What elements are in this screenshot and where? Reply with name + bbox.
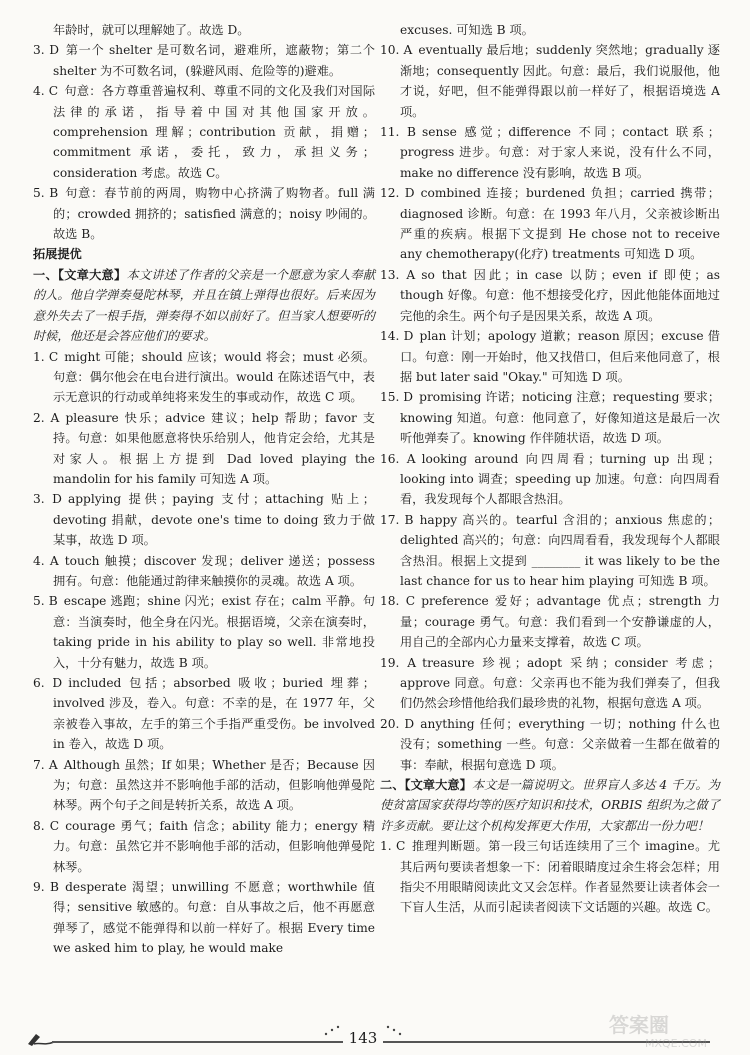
answer-explanation: escape 逃跑；shine 闪光；exist 存在；calm 平静。句意：当演奏时，他全身在闪光。根据语境，父亲在演奏时，taking pride in his ability to play so well. 非常地投入，十分有魅力，故选 B 项。	[53, 594, 375, 670]
answer-number: 10. A	[380, 43, 413, 58]
svg-text:答案圈: 答案圈	[609, 1013, 669, 1037]
answer-item	[33, 673, 375, 755]
answer-number: 4. C	[33, 84, 59, 99]
answer-explanation: pleasure 快乐；advice 建议；help 帮助；favor 支持。句意：如果他愿意将快乐给别人，他肯定会给，尤其是对家人。根据上方提到 Dad loved playing the mandolin for his family 可知选 A 项。	[53, 410, 375, 486]
answer-item	[380, 510, 720, 592]
answer-explanation: 句意：各方尊重普遍权利、尊重不同的文化及我们对国际法律的承诺，指导着中国对其他国家开放。comprehension 理解；contribution 贡献，捐赠；commitment 承诺，委托，致力，承担义务；consideration 考虑。故选 C。	[53, 84, 376, 180]
answer-item	[380, 449, 720, 510]
ornament-dots-icon	[382, 1024, 404, 1036]
answer-item	[33, 40, 375, 81]
answer-number: 4. A	[33, 553, 59, 568]
answer-number: 7. A	[33, 757, 58, 772]
answer-explanation: 第一个 shelter 是可数名词，避难所，遮蔽物；第二个 shelter 为不可数名词，(躲避风雨、危险等的)避难。	[53, 43, 375, 78]
svg-text:MXQE.COM: MXQE.COM	[645, 1037, 707, 1050]
section-label: 一、【文章大意】	[33, 267, 127, 282]
answer-number: 1. C	[33, 349, 59, 364]
answer-explanation: treasure 珍视；adopt 采纳；consider 考虑；approve 同意。句意：父亲再也不能为我们弹奏了，但我们仍然会珍惜他给我们最珍贵的礼物，根据句意选 A 项。	[400, 655, 721, 711]
watermark-logo	[605, 1010, 735, 1050]
page-number: 143	[343, 1028, 383, 1048]
answer-explanation: 句意：春节前的两周，购物中心挤满了购物者。full 满的；crowded 拥挤的；satisfied 满意的；noisy 吵闹的。故选 B。	[53, 186, 375, 242]
answer-number: 6. D	[33, 676, 63, 690]
answer-number: 19. A	[380, 655, 417, 670]
answer-number: 1. C	[380, 839, 406, 854]
answer-list	[380, 40, 720, 775]
answer-number: 20. D	[380, 716, 415, 731]
section-summary	[380, 775, 720, 836]
answer-item	[33, 408, 375, 490]
answer-explanation: so that 因此；in case 以防；even if 即使；as though 好像。句意：他不想接受化疗，因此他能体面地过完他的余生。两个句子是因果关系，故选 A 项。	[400, 267, 720, 323]
answer-explanation: touch 触摸；discover 发现；deliver 递送；possess 拥有。句意：他能通过韵律来触摸你的灵魂。故选 A 项。	[53, 553, 376, 588]
section-summary	[33, 265, 375, 347]
answer-item	[33, 551, 375, 592]
answer-item	[380, 40, 720, 122]
answer-item	[33, 755, 375, 816]
answer-item	[33, 591, 375, 673]
answer-item	[33, 183, 375, 244]
answer-explanation: anything 任何；everything 一切；nothing 什么也没有；something 一些。句意：父亲做着一生都在做着的事：奉献，根据句意选 D 项。	[400, 716, 721, 772]
answer-item	[380, 836, 720, 918]
answer-number: 17. B	[380, 512, 414, 527]
answer-number: 2. A	[33, 410, 60, 425]
answer-explanation: happy 高兴的。tearful 含泪的；anxious 焦虑的；delighted 高兴的；句意：向四周看看，我发现每个人都眼含热泪。根据上文提到 ________ it was likely to be the last chance for us to hear him playing 可知选 B 项。	[400, 512, 721, 588]
answer-explanation: desperate 渴望；unwilling 不愿意；worthwhile 值得；sensitive 敏感的。句意：自从事故之后，他不再愿意弹琴了，感觉不能弹得和以前一样好了。根据 Every time we asked him to play, he would make	[53, 880, 375, 956]
answer-number: 18. C	[380, 594, 416, 609]
answer-explanation: plan 计划；apology 道歉；reason 原因；excuse 借口。句意：刚一开始时，他又找借口，但后来他同意了，根据 but later said "Okay." 可知选 D 项。	[400, 329, 720, 384]
answer-number: 16. A	[380, 451, 416, 466]
answer-item	[380, 387, 720, 448]
answer-number: 5. B	[33, 186, 59, 201]
answer-number: 15. D	[380, 390, 414, 405]
answer-explanation: applying 提供；paying 支付；attaching 贴上；devoting 捐献，devote one's time to doing 致力于做某事，故选 D 项。	[53, 492, 375, 548]
answer-explanation: might 可能；should 应该；would 将会；must 必须。句意：偶尔他会在电台进行演出。would 在陈述语气中，表示无意识的行动或单纯将来发生的事或动作，故选 C 项。	[53, 349, 375, 405]
answer-item	[33, 877, 375, 959]
right-column	[380, 20, 720, 918]
section-label: 二、【文章大意】	[380, 778, 472, 793]
answer-number: 3. D	[33, 492, 62, 507]
answer-explanation: combined 连接；burdened 负担；carried 携带；diagnosed 诊断。句意：在 1993 年八月，父亲被诊断出严重的疾病。根据下文提到 He chose not to receive any chemotherapy(化疗) treatments 可知选 D 项。	[400, 186, 720, 262]
answer-explanation: looking around 向四周看；turning up 出现；looking into 调查；speeding up 加速。句意：向四周看看，我发现每个人都眼含热泪。	[400, 451, 720, 507]
continued-text: 年龄时，就可以理解她了。故选 D。	[53, 23, 250, 37]
answer-item	[380, 653, 720, 714]
answer-item	[33, 81, 375, 183]
answer-item	[33, 347, 375, 408]
answer-item	[380, 326, 720, 387]
section-title: 拓展提优	[33, 247, 82, 262]
answer-item	[33, 489, 375, 550]
answer-number: 5. B	[33, 594, 58, 609]
pen-icon	[26, 1028, 56, 1048]
answer-list	[33, 40, 375, 244]
answer-number: 13. A	[380, 267, 416, 282]
answer-number: 8. C	[33, 818, 60, 833]
ornament-dots-icon	[322, 1024, 344, 1036]
answer-explanation: included 包括；absorbed 吸收；buried 埋葬；involved 涉及，卷入。句意：不幸的是，在 1977 年，父亲被卷入事故，左手的第三个手指严重受伤。be involved in 卷入，故选 D 项。	[53, 676, 375, 752]
answer-explanation: Although 虽然；If 如果；Whether 是否；Because 因为；句意：虽然这并不影响他手部的活动，但影响他弹曼陀林琴。两个句子之间是转折关系，故选 A 项。	[53, 757, 375, 813]
answer-list	[33, 347, 375, 959]
answer-number: 9. B	[33, 880, 59, 895]
answer-item	[380, 265, 720, 326]
answer-item	[380, 183, 720, 265]
answer-item	[380, 122, 720, 183]
answer-explanation: eventually 最后地；suddenly 突然地；gradually 逐渐地；consequently 因此。句意：最后，我们说服他，他才说，好吧，但不能弹得跟以前一样好了，根据语境选 A 项。	[400, 43, 720, 119]
answer-explanation: preference 爱好；advantage 优点；strength 力量；courage 勇气。句意：我们看到一个安静谦虚的人，用自己的全部内心力量来支撑着，故选 C 项。	[400, 594, 720, 650]
summary-text: 本文讲述了作者的父亲是一个愿意为家人奉献的人。他自学弹奏曼陀林琴，并且在镇上弹得也很好。后来因为意外失去了一根手指，弹奏得不如以前好了。但当家人想要听的时候，他还是会答应他们的要求。	[33, 267, 376, 344]
left-column	[33, 20, 375, 959]
answer-item	[380, 591, 720, 652]
continued-text: excuses. 可知选 B 项。	[400, 23, 534, 37]
answer-number: 11. B	[380, 125, 416, 140]
answer-explanation: promising 许诺；noticing 注意；requesting 要求；knowing 知道。句意：他同意了，好像知道这是最后一次听他弹奏了。knowing 作伴随状语，故选 D 项。	[400, 390, 721, 446]
answer-explanation: sense 感觉；difference 不同；contact 联系；progress 进步。句意：对于家人来说，没有什么不同，make no difference 没有影响，故选 B 项。	[400, 125, 720, 180]
answer-item	[33, 816, 375, 877]
answer-list	[380, 836, 720, 918]
answer-explanation: courage 勇气；faith 信念；ability 能力；energy 精力。句意：虽然它并不影响他手部的活动，但影响他弹曼陀林琴。	[53, 818, 376, 874]
answer-number: 12. D	[380, 186, 415, 201]
summary-text: 本文是一篇说明文。世界盲人多达 4 千万。为使贫富国家获得均等的医疗知识和技术，ORBIS 组织为之做了许多贡献。要让这个机构发挥更大作用，大家都出一份力吧！	[380, 778, 720, 833]
answer-explanation: 推理判断题。第一段三句话连续用了三个 imagine。尤其后两句要读者想象一下：闭着眼睛度过余生将会怎样；用指尖不用眼睛阅读此文又会怎样。作者显然要让读者体会一下盲人生活，从而引起读者阅读下文话题的兴趣。故选 C。	[400, 839, 721, 915]
answer-number: 3. D	[33, 43, 59, 58]
answer-item	[380, 714, 720, 775]
answer-number: 14. D	[380, 329, 414, 344]
